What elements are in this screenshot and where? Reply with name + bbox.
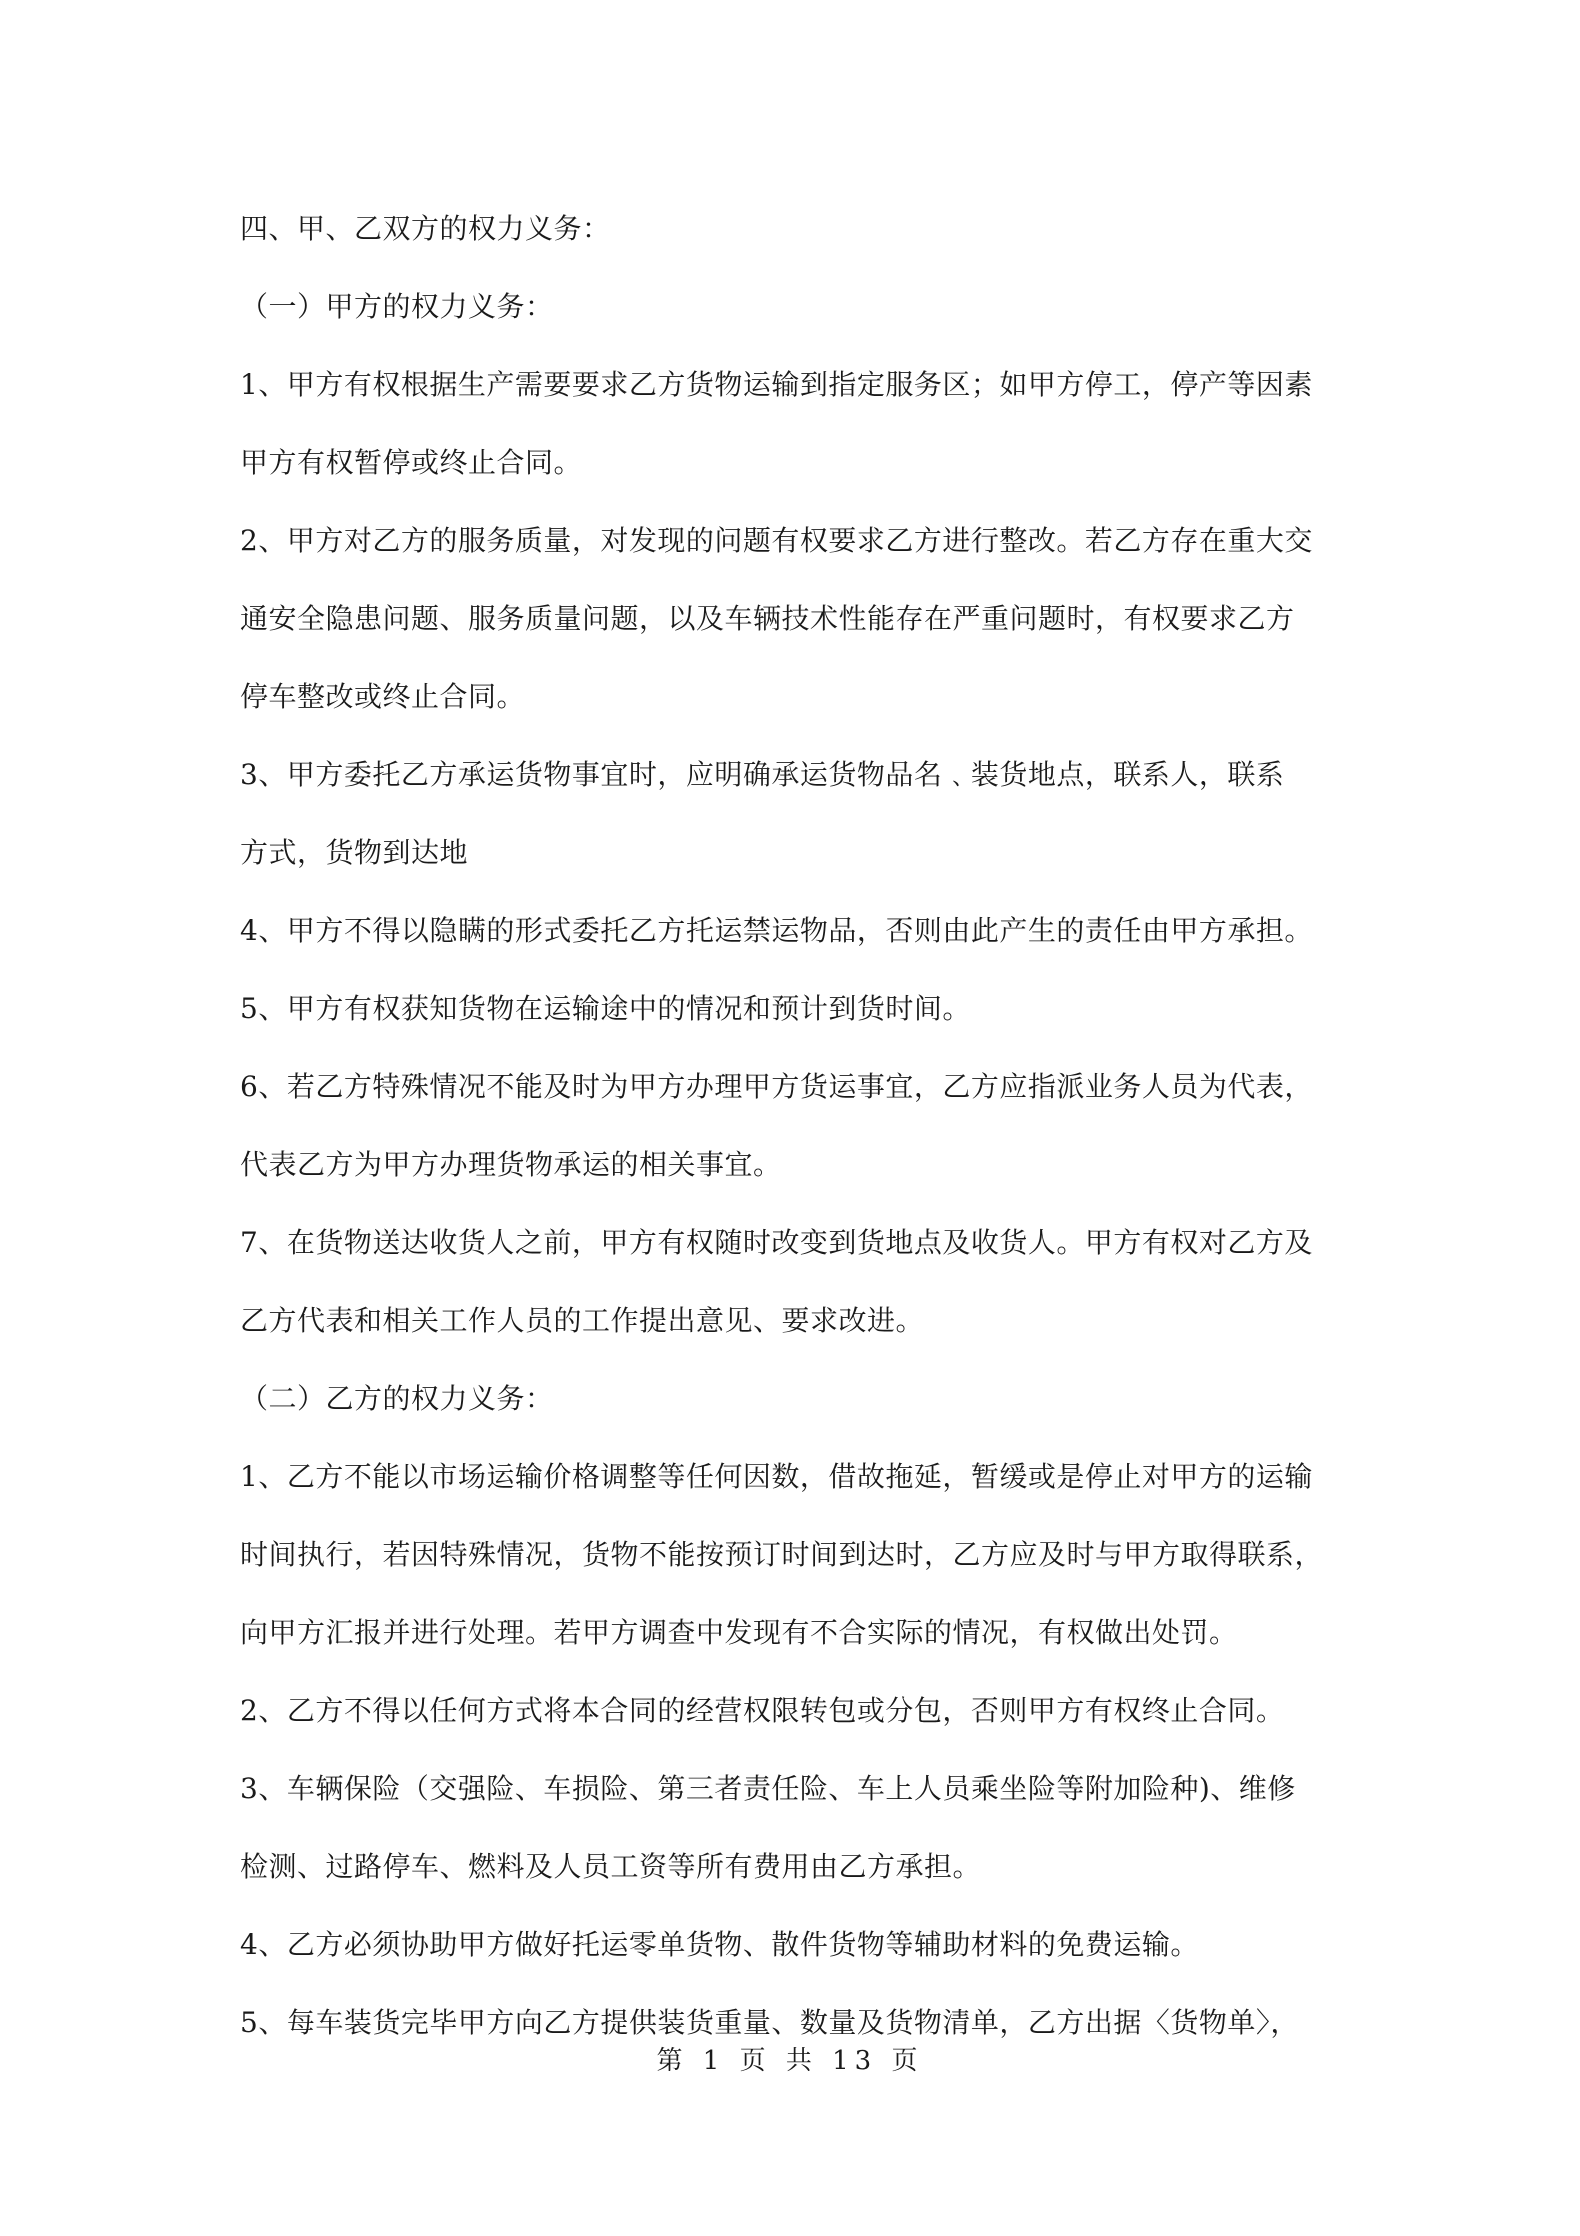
subsection-heading: （一）甲方的权力义务： [240, 290, 554, 323]
paragraph-line: 通安全隐患问题、服务质量问题，以及车辆技术性能存在严重问题时，有权要求乙方 [240, 602, 1295, 635]
paragraph-line: 1、甲方有权根据生产需要要求乙方货物运输到指定服务区；如甲方停工，停产等因素 [240, 368, 1313, 401]
paragraph-line: 乙方代表和相关工作人员的工作提出意见、要求改进。 [240, 1304, 925, 1337]
paragraph-line: 7、在货物送达收货人之前，甲方有权随时改变到货地点及收货人。甲方有权对乙方及 [240, 1226, 1313, 1259]
paragraph-line: 向甲方汇报并进行处理。若甲方调查中发现有不合实际的情况，有权做出处罚。 [240, 1616, 1238, 1649]
paragraph-line: 5、每车装货完毕甲方向乙方提供装货重量、数量及货物清单，乙方出据〈货物单〉， [240, 2006, 1299, 2039]
page-number-footer: 第 1 页 共 13 页 [656, 2046, 924, 2076]
paragraph-line: 检测、过路停车、燃料及人员工资等所有费用由乙方承担。 [240, 1850, 982, 1883]
paragraph-line: 甲方有权暂停或终止合同。 [240, 446, 583, 479]
paragraph-line: 3、车辆保险（交强险、车损险、第三者责任险、车上人员乘坐险等附加险种)、维修 [240, 1772, 1296, 1805]
section-heading: 四、甲、乙双方的权力义务： [240, 212, 611, 245]
paragraph-line: 停车整改或终止合同。 [240, 680, 526, 713]
paragraph-line: 6、若乙方特殊情况不能及时为甲方办理甲方货运事宜，乙方应指派业务人员为代表， [240, 1070, 1313, 1103]
paragraph-line: 2、乙方不得以任何方式将本合同的经营权限转包或分包，否则甲方有权终止合同。 [240, 1694, 1285, 1727]
paragraph-line: 4、乙方必须协助甲方做好托运零单货物、散件货物等辅助材料的免费运输。 [240, 1928, 1199, 1961]
paragraph-line: 2、甲方对乙方的服务质量，对发现的问题有权要求乙方进行整改。若乙方存在重大交 [240, 524, 1313, 557]
document-body [240, 190, 1360, 2062]
paragraph-line: 3、甲方委托乙方承运货物事宜时，应明确承运货物品名﹑装货地点，联系人，联系 [240, 758, 1285, 791]
paragraph-line: 代表乙方为甲方办理货物承运的相关事宜。 [240, 1148, 782, 1181]
paragraph-line: 方式，货物到达地 [240, 836, 469, 869]
paragraph-line: 4、甲方不得以隐瞒的形式委托乙方托运禁运物品，否则由此产生的责任由甲方承担。 [240, 914, 1313, 947]
paragraph-line: 1、乙方不能以市场运输价格调整等任何因数，借故拖延，暂缓或是停止对甲方的运输 [240, 1460, 1313, 1493]
subsection-heading: （二）乙方的权力义务： [240, 1382, 554, 1415]
paragraph-line: 5、甲方有权获知货物在运输途中的情况和预计到货时间。 [240, 992, 971, 1025]
paragraph-line: 时间执行，若因特殊情况，货物不能按预订时间到达时，乙方应及时与甲方取得联系， [240, 1538, 1324, 1571]
